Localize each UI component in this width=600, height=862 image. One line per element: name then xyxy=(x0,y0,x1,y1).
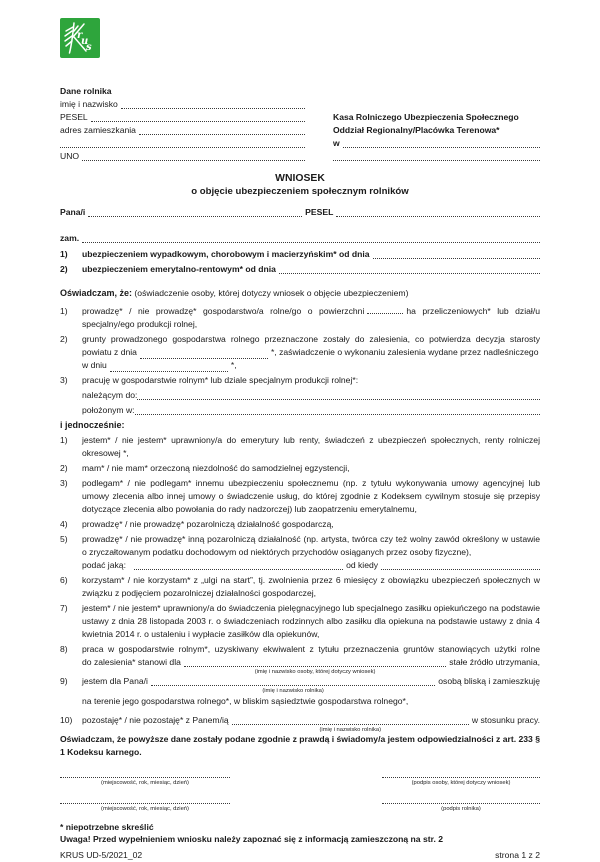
business-activity-statement: prowadzę* / nie prowadzę* pozarolniczą działalność gospodarczą, xyxy=(82,519,334,529)
item-number: 4) xyxy=(60,519,68,529)
list-item xyxy=(60,643,540,675)
applicant-line xyxy=(60,206,540,219)
item-number: 1) xyxy=(60,249,68,259)
item-number: 9) xyxy=(60,676,68,686)
farmer-data-title: Dane rolnika xyxy=(60,86,112,96)
item-number: 2) xyxy=(60,463,68,473)
list-item xyxy=(60,533,540,572)
item-number: 2) xyxy=(60,264,68,274)
list-item xyxy=(60,305,540,331)
item-number: 7) xyxy=(60,603,68,613)
residence-field-line[interactable] xyxy=(82,242,540,243)
list-item xyxy=(60,477,540,516)
farmer-name-caption: (imię i nazwisko rolnika) xyxy=(319,727,382,733)
form-subtitle: o objęcie ubezpieczeniem społecznym rolników xyxy=(191,186,409,197)
footnote-strike: * niepotrzebne skreślić xyxy=(60,822,154,832)
form-code: KRUS UD-5/2021_02 xyxy=(60,850,143,860)
other-activity-statement: prowadzę* / nie prowadzę* inną pozarolniczą działalność (np. artysta, twórca czy też wolny zawód określony w ustawie o zryczałtowanym podatku dochodowym od niektórych przychodów osiąganych przez osoby fizyczne), xyxy=(82,534,540,557)
list-item xyxy=(60,518,540,531)
farm-area-statement-pre: prowadzę* / nie prowadzę* gospodarstwo/a rolne/go o powierzchni xyxy=(82,306,365,316)
signature-row-2 xyxy=(60,795,540,813)
pesel-label: PESEL xyxy=(60,112,88,122)
other-insurance-statement: podlegam* / nie podlegam* innemu ubezpieczeniu społecznemu (np. z tytułu wykonywania umowy agencyjnej lub umowy zlecenia albo innej umowy o świadczenie usług, do której zgodnie z Kodeksem cywilnym stosuje się przepisy dotyczące zlecenia albo powołania do rady nadzorczej) lub zaopatrzeniu emerytalnemu, xyxy=(82,478,540,514)
since-when-label: od kiedy xyxy=(346,560,379,570)
list-item xyxy=(60,714,540,733)
list-item xyxy=(60,263,540,276)
office-location-line-2[interactable] xyxy=(333,160,540,161)
certificate-date-line[interactable] xyxy=(110,364,228,372)
uno-field-line[interactable] xyxy=(82,160,305,161)
belonging-to-line[interactable] xyxy=(137,399,540,400)
address-field-line-2[interactable] xyxy=(60,147,305,148)
farm-income-statement-line1: praca w gospodarstwie rolnym*, uzyskiwany ekwiwalent z tytułu przeznaczenia gruntów stanowiących użytki rolne xyxy=(82,644,540,654)
pana-label: Pana/i xyxy=(60,207,86,217)
relief-on-start-statement: korzystam* / nie korzystam* z „ulgi na start”, tj. zwolnienia przez 6 miesięcy z obowiązku ubezpieczeń społecznych w związku z podjęciem pozarolniczej działalności gospodarczej, xyxy=(82,575,540,598)
address-field-line[interactable] xyxy=(139,134,305,135)
area-field-line[interactable] xyxy=(367,306,403,314)
place-date-signature-line[interactable] xyxy=(60,769,230,778)
list-item xyxy=(60,602,540,641)
place-date-caption: (miejscowość, rok, miesiąc, dzień) xyxy=(101,780,189,786)
person-name-caption: (imię i nazwisko osoby, której dotyczy wniosek) xyxy=(254,669,376,675)
farmer-name-line-2[interactable] xyxy=(232,724,469,733)
afforestation-statement-line1: grunty prowadzonego gospodarstwa rolnego przeznaczone zostały do zalesienia, co potwierdza decyzja starosty xyxy=(82,334,540,344)
activity-kind-label: podać jaką: xyxy=(82,560,126,570)
item-number: 3) xyxy=(60,375,68,385)
signature-row-1 xyxy=(60,769,540,787)
applicant-pesel-label: PESEL xyxy=(305,207,334,217)
name-field-line[interactable] xyxy=(121,108,305,109)
declaration-heading-note: (oświadczenie osoby, której dotyczy wniosek o objęcie ubezpieczeniem) xyxy=(134,288,409,298)
name-label: imię i nazwisko xyxy=(60,99,118,109)
pesel-field-line[interactable] xyxy=(91,121,305,122)
farm-area-statement-post: ha przeliczeniowych* lub dział/u specjalny/ego produkcji rolnej, xyxy=(82,306,540,329)
farm-income-statement-post: stałe źródło utrzymania, xyxy=(449,657,540,667)
close-person-statement-line2: na terenie jego gospodarstwa rolnego*, w bliskim sąsiedztwie gospodarstwa rolnego*, xyxy=(82,696,409,706)
uno-label: UNO xyxy=(60,151,80,161)
applicant-signature-line[interactable] xyxy=(382,769,540,778)
farmer-signature-caption: (podpis rolnika) xyxy=(441,806,481,812)
item-number: 10) xyxy=(60,715,73,725)
list-item xyxy=(60,333,540,372)
farmer-signature-line[interactable] xyxy=(382,795,540,804)
zam-label: zam. xyxy=(60,233,80,243)
list-item xyxy=(60,374,540,417)
close-person-statement-post: osobą bliską i zamieszkuję xyxy=(438,676,540,686)
applicant-name-line[interactable] xyxy=(88,216,302,217)
item-number: 8) xyxy=(60,644,68,654)
declaration-heading-bold: Oświadczam, że: xyxy=(60,288,133,298)
insurance-type-list xyxy=(60,248,540,276)
located-in-label: położonym w: xyxy=(82,405,135,415)
applicant-pesel-line[interactable] xyxy=(336,216,540,217)
residence-line xyxy=(60,232,540,245)
declaration-heading xyxy=(60,287,540,300)
place-date-signature-line-2[interactable] xyxy=(60,795,230,804)
close-person-statement-pre: jestem dla Pana/i xyxy=(82,676,148,686)
footnote-warning: Uwaga! Przed wypełnieniem wniosku należy zapoznać się z informacją zamieszczoną na str. 2 xyxy=(60,834,444,844)
activity-kind-line[interactable] xyxy=(134,569,343,570)
farmer-name-caption: (imię i nazwisko rolnika) xyxy=(262,688,324,694)
incapacity-statement: mam* / nie mam* orzeczoną niezdolność do samodzielnej egzystencji, xyxy=(82,463,350,473)
truth-declaration: Oświadczam, że powyższe dane zostały podane zgodnie z prawdą i świadomy/a jestem odpowiedzialności z art. 233 § 1 Kodeksu karnego. xyxy=(60,734,540,757)
footer-row xyxy=(60,849,540,862)
insurance-accident-label: ubezpieczeniem wypadkowym, chorobowym i macierzyńskim* od dnia xyxy=(82,249,370,259)
farm-income-statement-pre: do zalesienia* stanowi dla xyxy=(82,657,181,667)
date-field-line[interactable] xyxy=(373,258,541,259)
item-number: 2) xyxy=(60,334,68,344)
office-location-line[interactable] xyxy=(343,147,540,148)
address-label: adres zamieszkania xyxy=(60,125,136,135)
list-item xyxy=(60,248,540,261)
list-item xyxy=(60,462,540,475)
svg-text:r: r xyxy=(77,30,83,41)
office-in-label: w xyxy=(333,138,340,148)
since-when-line[interactable] xyxy=(381,569,540,570)
place-date-caption: (miejscowość, rok, miesiąc, dzień) xyxy=(101,806,189,812)
farm-work-statement: pracuję w gospodarstwie rolnym* lub dziale specjalnym produkcji rolnej*: xyxy=(82,375,359,385)
person-name-line[interactable] xyxy=(184,666,446,675)
employment-statement-pre: pozostaję* / nie pozostaję* z Panem/ią xyxy=(82,715,229,725)
care-benefit-statement: jestem* / nie jestem* uprawniony/a do świadczenia pielęgnacyjnego lub specjalnego zasiłku opiekuńczego na podstawie ustawy z dnia 28 listopada 2003 r. o świadczeniach rodzinnych albo zasiłku dla opiekuna na podstawie ustawy z dnia 4 kwietnia 2014 r. o ustaleniu i wypłacie zasiłków dla opiekunów, xyxy=(82,603,540,639)
svg-text:s: s xyxy=(86,42,92,53)
krus-logo xyxy=(60,18,100,58)
list-item xyxy=(60,434,540,460)
item-number: 3) xyxy=(60,478,68,488)
form-title: WNIOSEK xyxy=(275,173,325,184)
afforestation-date-label: powiatu z dnia xyxy=(82,347,137,357)
certificate-date-label: w dniu xyxy=(82,360,107,370)
office-branch: Oddział Regionalny/Placówka Terenowa* xyxy=(333,125,500,135)
item-number: 6) xyxy=(60,575,68,585)
item-number: 1) xyxy=(60,435,68,445)
applicant-signature-caption: (podpis osoby, której dotyczy wniosek) xyxy=(411,780,511,786)
afforestation-statement-line3: *, xyxy=(230,360,237,370)
item-number: 5) xyxy=(60,534,68,544)
decision-date-line[interactable] xyxy=(140,351,268,359)
pension-entitlement-statement: jestem* / nie jestem* uprawniony/a do emerytury lub renty, świadczeń z ubezpieczeń społecznych, renty rolniczej okresowej *, xyxy=(82,435,540,458)
afforestation-statement-line2: *, zaświadczenie o wykonaniu zalesienia wydane przez nadleśniczego xyxy=(270,347,539,357)
simultaneously-heading: i jednocześnie: xyxy=(60,420,125,430)
office-name: Kasa Rolniczego Ubezpieczenia Społecznego xyxy=(333,112,519,122)
header-section xyxy=(60,85,540,163)
insurance-pension-label: ubezpieczeniem emerytalno-rentowym* od dnia xyxy=(82,264,276,274)
employment-statement-post: w stosunku pracy. xyxy=(471,715,540,725)
item-number: 1) xyxy=(60,306,68,316)
belonging-to-label: należącym do: xyxy=(82,390,138,400)
page-indicator: strona 1 z 2 xyxy=(495,850,540,860)
farmer-name-line[interactable] xyxy=(151,685,435,694)
date-field-line[interactable] xyxy=(279,273,540,274)
list-item xyxy=(60,574,540,600)
located-in-line[interactable] xyxy=(135,414,540,415)
svg-text:u: u xyxy=(81,36,89,47)
list-item xyxy=(60,675,540,708)
